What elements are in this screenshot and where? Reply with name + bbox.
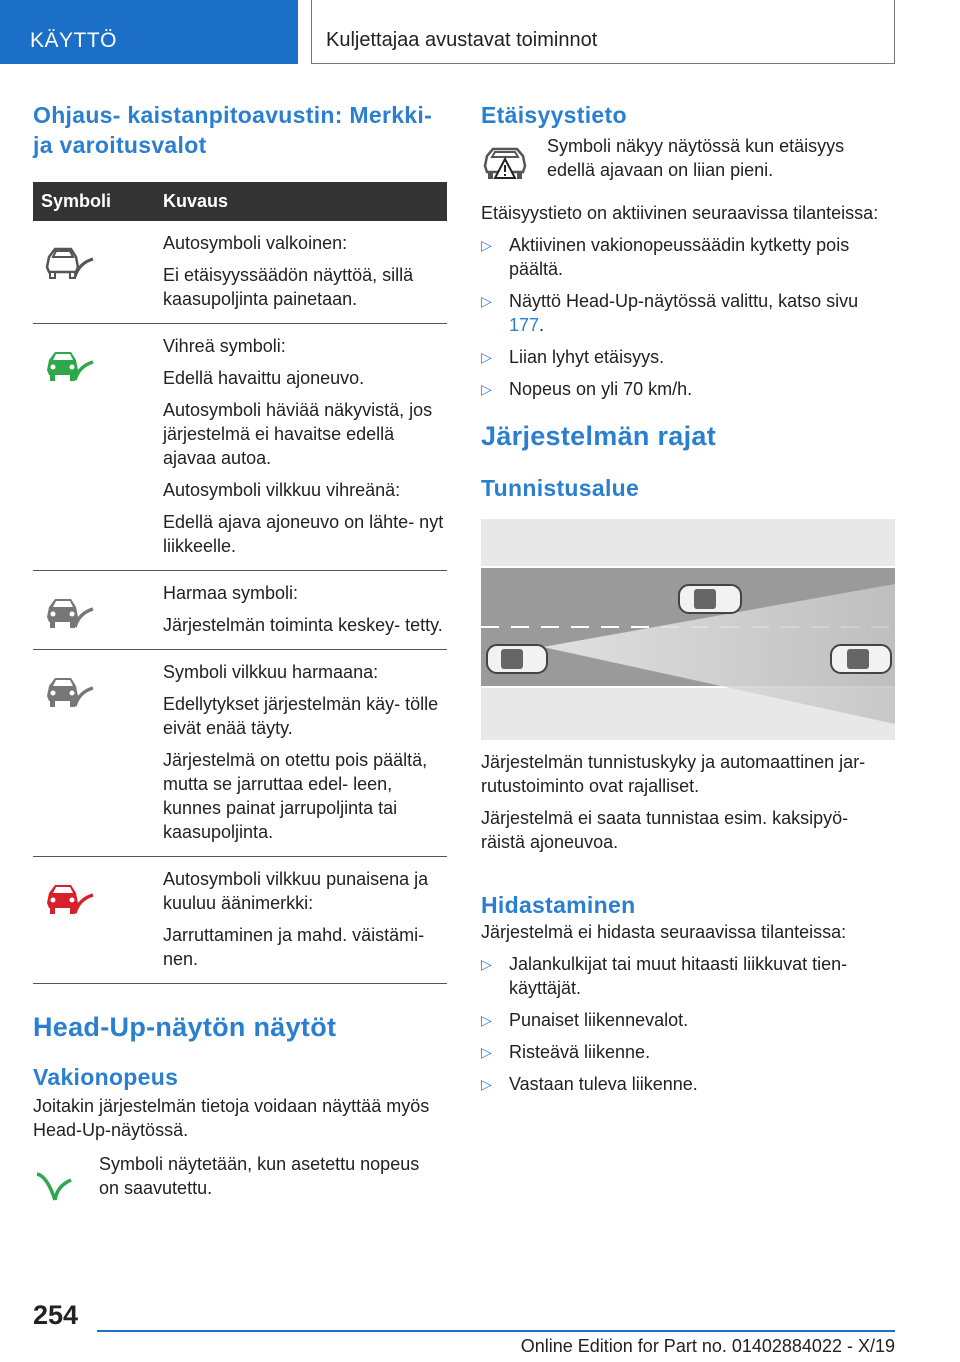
symbol-table — [33, 182, 447, 984]
edition-text: Online Edition for Part no. 01402884022 - X/19 — [520, 1336, 895, 1356]
distance-warning-icon — [481, 144, 529, 184]
distance-symbol-text: Symboli näkyy näytössä kun etäisyys edellä ajavaan on liian pieni. — [547, 136, 845, 180]
row-text: Edellä ajava ajoneuvo on lähte- nyt liikkeelle. — [163, 512, 444, 556]
table-row — [33, 857, 447, 984]
list-item: ▷ Vastaan tuleva liikenne. — [481, 1074, 698, 1094]
row-text: Autosymboli valkoinen: — [163, 233, 348, 253]
slow-intro: Järjestelmä ei hidasta seuraavissa tilanteissa: — [481, 922, 847, 942]
symbol-section-heading: Ohjaus- kaistanpitoavustin: Merkki- ja varoitusvalot — [33, 102, 433, 158]
distance-intro: Etäisyystieto on aktiivinen seuraavissa tilanteissa: — [481, 203, 879, 223]
row-text: Harmaa symboli: — [163, 583, 299, 603]
table-header — [33, 182, 447, 221]
list-item: ▷ Nopeus on yli 70 km/h. — [481, 379, 693, 399]
triangle-bullet-icon: ▷ — [481, 1076, 492, 1092]
triangle-bullet-icon: ▷ — [481, 293, 492, 309]
row-text: Järjestelmä on otettu pois päältä, mutta se jarruttaa edel- leen, kunnes painat jarrupoljinta tai kaasupoljinta. — [163, 750, 428, 842]
triangle-bullet-icon: ▷ — [481, 381, 492, 397]
list-item: ▷ Näyttö Head-Up-näytössä valittu, katso sivu 177. — [481, 291, 859, 335]
triangle-bullet-icon: ▷ — [481, 1044, 492, 1060]
row-text: Vihreä symboli: — [163, 336, 286, 356]
left-column — [33, 100, 447, 1209]
car-illustration — [831, 645, 891, 673]
page-link[interactable]: 177 — [509, 315, 540, 335]
car-illustration — [487, 645, 547, 673]
section-tab[interactable]: KÄYTTÖ — [0, 0, 298, 64]
triangle-bullet-icon: ▷ — [481, 237, 492, 253]
speed-text: Joitakin järjestelmän tietoja voidaan näyttää myös Head-Up-näytössä. — [33, 1096, 430, 1140]
row-text: Jarruttaminen ja mahd. väistämi- nen. — [163, 925, 425, 969]
table-row — [33, 571, 447, 650]
distance-symbol-block — [481, 134, 895, 189]
header-symbol: Symboli — [41, 191, 112, 211]
distance-list — [481, 233, 895, 401]
detection-text-1: Järjestelmän tunnistuskyky ja automaattinen jar- rutustoiminto ovat rajalliset. — [481, 752, 866, 796]
triangle-bullet-icon: ▷ — [481, 349, 492, 365]
car-gray-icon — [43, 587, 95, 631]
row-text: Edellytykset järjestelmän käy- tölle eivät enää täyty. — [163, 694, 439, 738]
detection-area-illustration — [481, 519, 895, 740]
row-text: Järjestelmän toiminta keskey- tetty. — [163, 615, 443, 635]
row-text: Autosymboli vilkkuu vihreänä: — [163, 480, 401, 500]
set-speed-reached-icon — [33, 1160, 73, 1204]
detection-heading: Tunnistusalue — [481, 475, 640, 501]
page-number: 254 — [33, 1300, 79, 1330]
car-gray-blinking-icon — [43, 666, 95, 710]
right-column — [481, 100, 895, 1104]
list-item: ▷ Punaiset liikennevalot. — [481, 1010, 689, 1030]
list-item: ▷ Liian lyhyt etäisyys. — [481, 347, 665, 367]
footer-divider — [97, 1330, 895, 1332]
car-red-icon — [43, 873, 95, 917]
table-row — [33, 324, 447, 571]
distance-heading: Etäisyystieto — [481, 102, 627, 128]
triangle-bullet-icon: ▷ — [481, 1012, 492, 1028]
slow-heading: Hidastaminen — [481, 892, 636, 918]
list-item: ▷ Aktiivinen vakionopeussäädin kytketty pois päältä. — [481, 235, 850, 279]
list-item: ▷ Jalankulkijat tai muut hitaasti liikkuvat tien- käyttäjät. — [481, 954, 848, 998]
speed-symbol-block — [33, 1152, 447, 1209]
chapter-title: Kuljettajaa avustavat toiminnot — [311, 0, 895, 64]
table-row — [33, 650, 447, 857]
speed-heading: Vakionopeus — [33, 1064, 179, 1090]
row-text: Edellä havaittu ajoneuvo. — [163, 368, 365, 388]
header-description: Kuvaus — [163, 191, 229, 211]
slow-list — [481, 952, 895, 1096]
hud-heading: Head-Up-näytön näytöt — [33, 1012, 337, 1042]
car-illustration — [679, 585, 741, 613]
list-item: ▷ Risteävä liikenne. — [481, 1042, 651, 1062]
row-text: Ei etäisyyssäädön näyttöä, sillä kaasupoljinta painetaan. — [163, 265, 414, 309]
row-text: Autosymboli häviää näkyvistä, jos järjestelmä ei havaitse edellä ajavaa autoa. — [163, 400, 433, 468]
road-illustration — [481, 519, 895, 740]
detection-text-2: Järjestelmä ei saata tunnistaa esim. kaksipyö- räistä ajoneuvoa. — [481, 808, 849, 852]
car-outline-white-icon — [43, 237, 95, 281]
limits-heading: Järjestelmän rajat — [481, 421, 717, 451]
row-text: Symboli vilkkuu harmaana: — [163, 662, 379, 682]
table-row — [33, 221, 447, 324]
car-green-icon — [43, 340, 95, 384]
triangle-bullet-icon: ▷ — [481, 956, 492, 972]
speed-symbol-text: Symboli näytetään, kun asetettu nopeus on saavutettu. — [99, 1154, 420, 1198]
row-text: Autosymboli vilkkuu punaisena ja kuuluu äänimerkki: — [163, 869, 429, 913]
